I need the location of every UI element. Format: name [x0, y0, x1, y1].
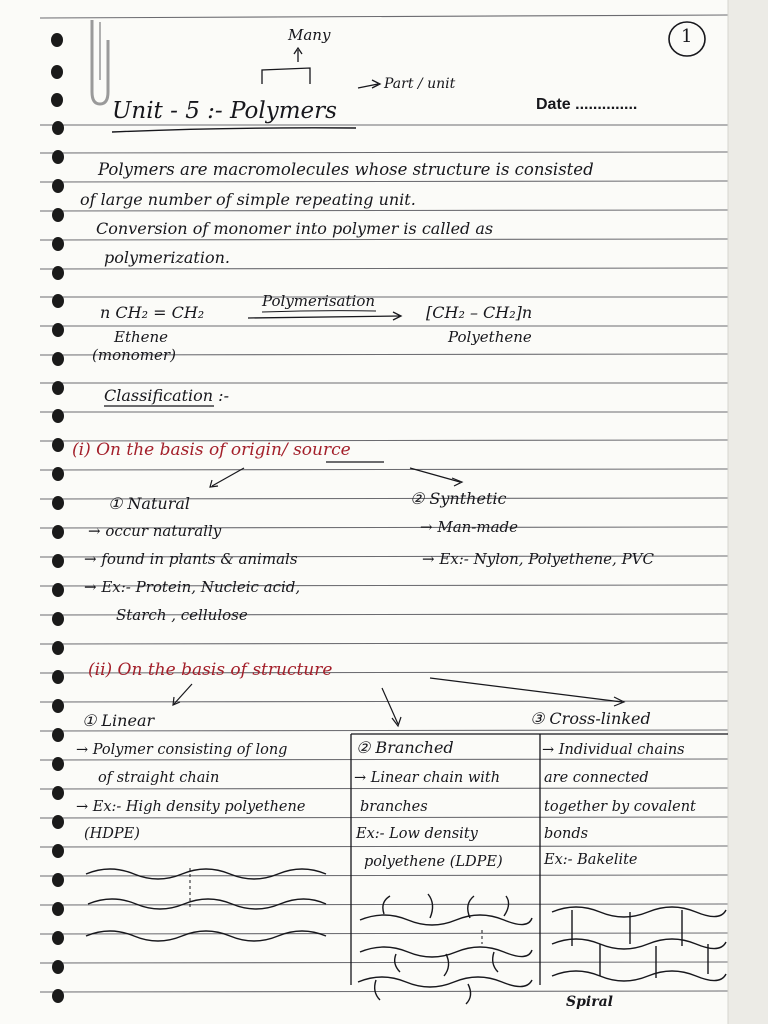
natural-point-3: → Ex:- Protein, Nucleic acid, [84, 578, 301, 596]
linear-title: ① Linear [82, 711, 155, 730]
natural-point-1: → occur naturally [88, 522, 222, 540]
natural-title: ① Natural [108, 494, 191, 513]
natural-point-4: Starch , cellulose [116, 606, 248, 624]
reaction-rhs: [CH₂ – CH₂]n [426, 303, 533, 322]
crosslinked-point-2: are connected [544, 770, 649, 786]
branched-point-3: Ex:- Low density [356, 826, 478, 842]
linear-point-3: → Ex:- High density polyethene [76, 799, 306, 815]
reaction-rhs-name: Polyethene [448, 328, 532, 346]
crosslinked-point-3: together by covalent [544, 799, 696, 815]
date-label: Date .............. [536, 96, 638, 113]
branched-point-4: polyethene (LDPE) [364, 854, 503, 870]
reaction-lhs: n CH₂ = CH₂ [100, 303, 205, 322]
linear-point-1: → Polymer consisting of long [76, 742, 288, 758]
intro-line-4: polymerization. [104, 248, 230, 267]
intro-line-2: of large number of simple repeating unit. [80, 190, 416, 209]
natural-point-2: → found in plants & animals [84, 550, 298, 568]
annotation-many: Many [288, 26, 331, 44]
crosslinked-point-1: → Individual chains [542, 742, 685, 758]
classification-heading: Classification :- [104, 386, 229, 405]
branched-point-2: branches [360, 799, 428, 815]
page-number: 1 [681, 26, 693, 47]
origin-heading: (i) On the basis of origin/ source [72, 440, 351, 460]
crosslinked-point-5: Ex:- Bakelite [544, 852, 638, 868]
annotation-part-unit: Part / unit [384, 76, 456, 92]
structure-heading: (ii) On the basis of structure [88, 660, 333, 680]
linear-point-2: of straight chain [98, 770, 220, 786]
reaction-lhs-name: Ethene [114, 328, 169, 346]
linear-point-4: (HDPE) [84, 826, 140, 842]
synthetic-point-2: → Ex:- Nylon, Polyethene, PVC [422, 550, 654, 568]
synthetic-title: ② Synthetic [410, 489, 507, 508]
reaction-arrow-label: Polymerisation [262, 292, 376, 310]
brand-logo: Spiral [566, 994, 613, 1010]
intro-line-1: Polymers are macromolecules whose structure is consisted [98, 160, 594, 179]
intro-line-3: Conversion of monomer into polymer is called as [96, 219, 494, 238]
synthetic-point-1: → Man-made [420, 518, 519, 536]
crosslinked-point-4: bonds [544, 826, 589, 842]
branched-point-1: → Linear chain with [354, 770, 501, 786]
reaction-lhs-note: (monomer) [92, 346, 176, 364]
page-title: Unit - 5 :- Polymers [112, 98, 337, 124]
crosslinked-title: ③ Cross-linked [530, 709, 651, 728]
branched-title: ② Branched [356, 738, 454, 757]
